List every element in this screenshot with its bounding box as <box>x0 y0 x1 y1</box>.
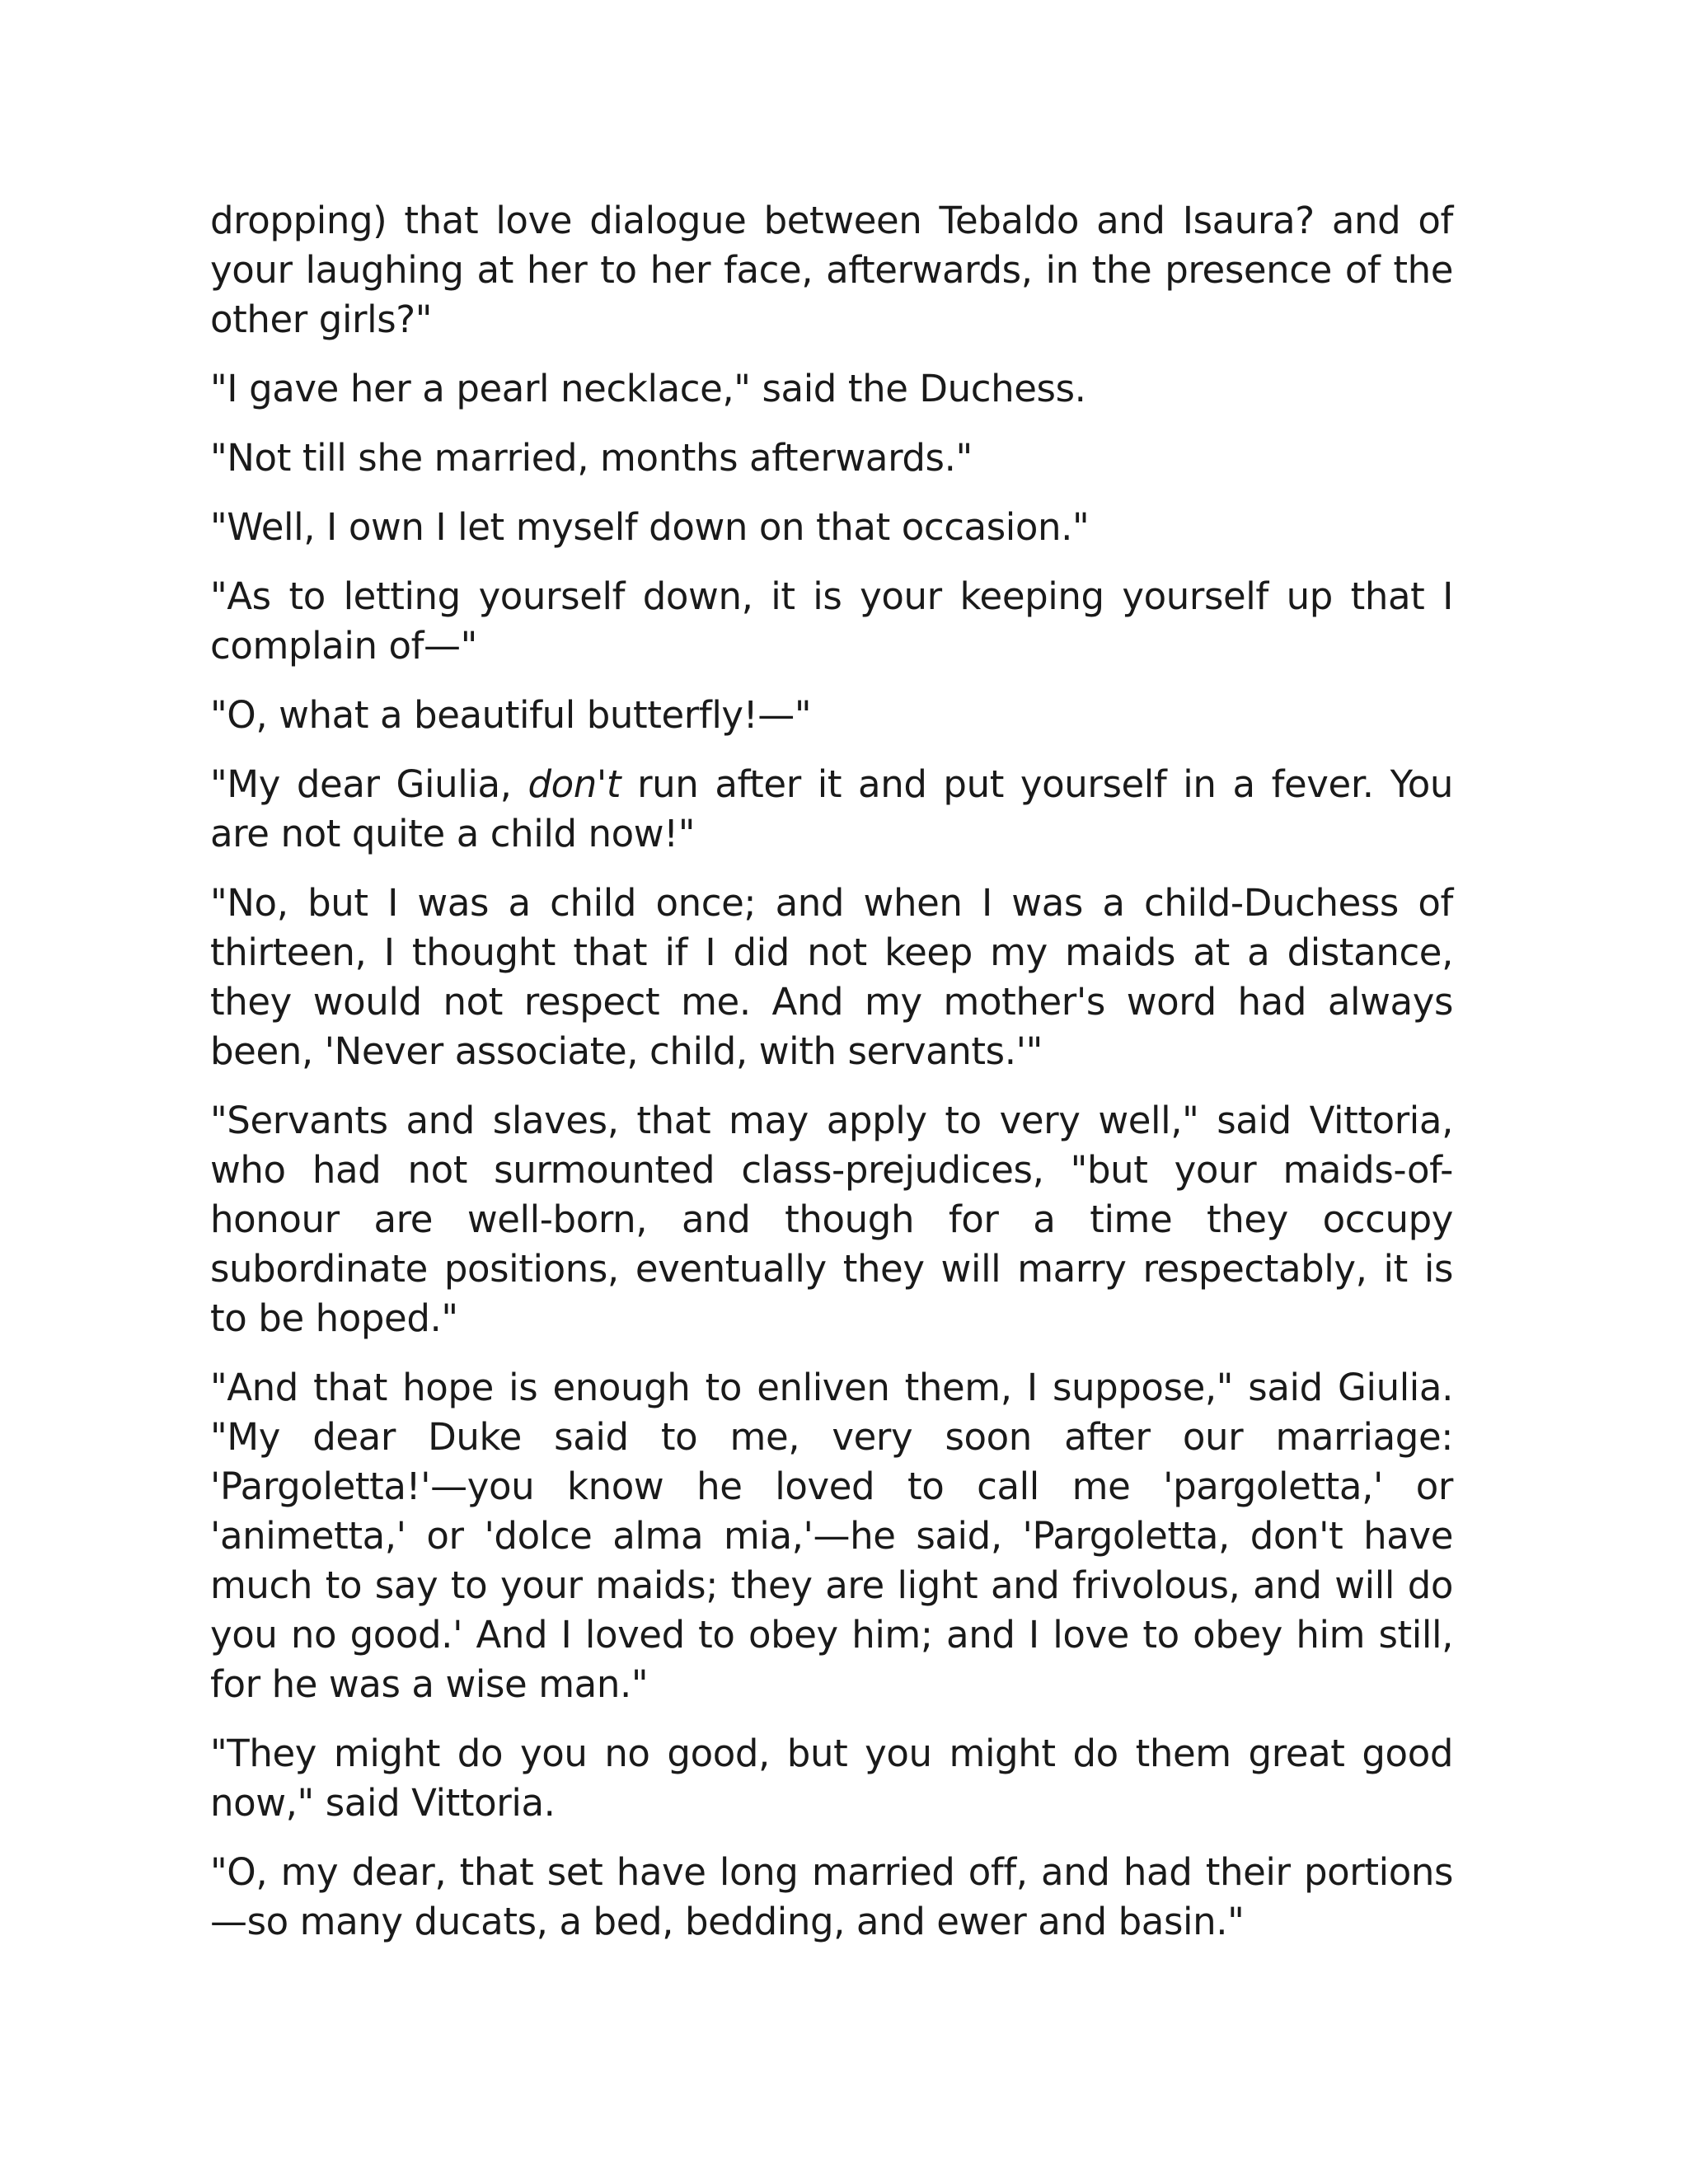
document-page <box>210 196 1453 1966</box>
paragraph-11: "They might do you no good, but you might do them great good now," said Vittoria. <box>210 1732 1453 1825</box>
paragraph-3: "Not till she married, months afterwards." <box>210 436 973 480</box>
paragraph-1: dropping) that love dialogue between Tebaldo and Isaura? and of your laughing at her to her face, afterwards, in the presence of the other girls?" <box>210 199 1453 341</box>
paragraph-7-after: run after it and put yourself in a fever. You are not quite a child now!" <box>210 762 1453 855</box>
paragraph-5: "As to letting yourself down, it is your keeping yourself up that I complain of—" <box>210 574 1453 668</box>
paragraph-2: "I gave her a pearl necklace," said the Duchess. <box>210 367 1086 410</box>
paragraph-7 <box>210 760 1453 859</box>
paragraph-8: "No, but I was a child once; and when I was a child-Duchess of thirteen, I thought that if I did not keep my maids at a distance, they would not respect me. And my mother's word had always been, 'Never associate, child, with servants.'" <box>210 881 1453 1073</box>
paragraph-7-before: "My dear Giulia, <box>210 762 528 806</box>
paragraph-12: "O, my dear, that set have long married off, and had their portions—so many ducats, a bed, bedding, and ewer and basin." <box>210 1850 1453 1943</box>
paragraph-4: "Well, I own I let myself down on that occasion." <box>210 505 1090 549</box>
paragraph-9: "Servants and slaves, that may apply to very well," said Vittoria, who had not surmounted class-prejudices, "but your maids-of-honour are well-born, and though for a time they occupy subordinate positions, eventually they will marry respectably, it is to be hoped." <box>210 1099 1453 1340</box>
paragraph-10: "And that hope is enough to enliven them, I suppose," said Giulia. "My dear Duke said to me, very soon after our marriage: 'Pargoletta!'—you know he loved to call me 'pargoletta,' or 'animetta,' or 'dolce alma mia,'—he said, 'Pargoletta, don't have much to say to your maids; they are light and frivolous, and will do you no good.' And I loved to obey him; and I love to obey him still, for he was a wise man." <box>210 1366 1453 1706</box>
paragraph-6: "O, what a beautiful butterfly!—" <box>210 693 812 737</box>
paragraph-7-emphasis: don't <box>528 762 621 806</box>
